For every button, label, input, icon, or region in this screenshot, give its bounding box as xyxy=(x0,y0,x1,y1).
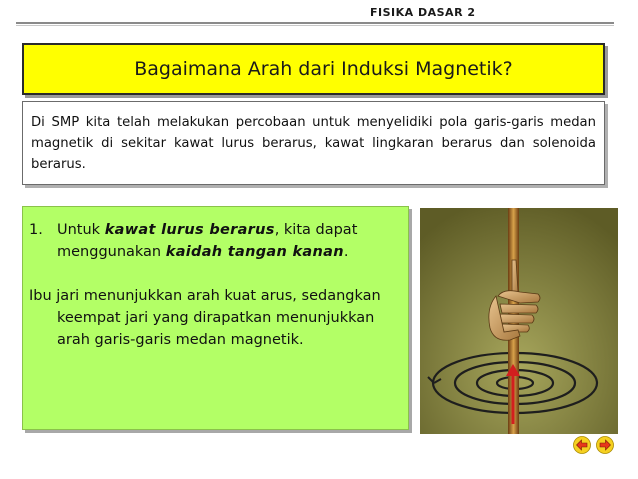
arrow-right-icon xyxy=(596,436,614,454)
list-item-text xyxy=(57,219,401,263)
item-bold-a: kawat lurus berarus xyxy=(104,222,275,238)
header-divider-shadow xyxy=(16,25,614,26)
item-text-a: Untuk xyxy=(57,222,105,238)
right-hand-rule-illustration xyxy=(420,208,618,434)
content-body xyxy=(29,219,401,351)
intro-text: Di SMP kita telah melakukan percobaan untuk menyelidiki pola garis-garis medan magnetik di sekitar kawat lurus berarus, kawat lingkaran berarus dan solenoida berarus. xyxy=(31,115,596,172)
explanation-paragraph: Ibu jari menunjukkan arah kuat arus, sedangkan keempat jari yang dirapatkan menunjukkan arah garis-garis medan magnetik. xyxy=(29,288,381,348)
header-label: FISIKA DASAR 2 xyxy=(370,6,476,19)
illustration-svg xyxy=(420,208,618,434)
content-box xyxy=(22,206,409,430)
intro-box xyxy=(22,101,605,185)
header-divider xyxy=(16,22,614,24)
list-item-number: 1. xyxy=(29,222,43,238)
item-text-c: . xyxy=(343,244,349,260)
slide-title: Bagaimana Arah dari Induksi Magnetik? xyxy=(134,58,513,80)
item-text-b: , kita dapat menggunakan xyxy=(57,222,358,260)
title-box xyxy=(22,43,605,95)
arrow-left-icon xyxy=(573,436,591,454)
item-bold-b: kaidah tangan kanan xyxy=(165,244,344,260)
forward-button[interactable] xyxy=(596,436,614,454)
list-item xyxy=(29,219,401,263)
back-button[interactable] xyxy=(573,436,591,454)
